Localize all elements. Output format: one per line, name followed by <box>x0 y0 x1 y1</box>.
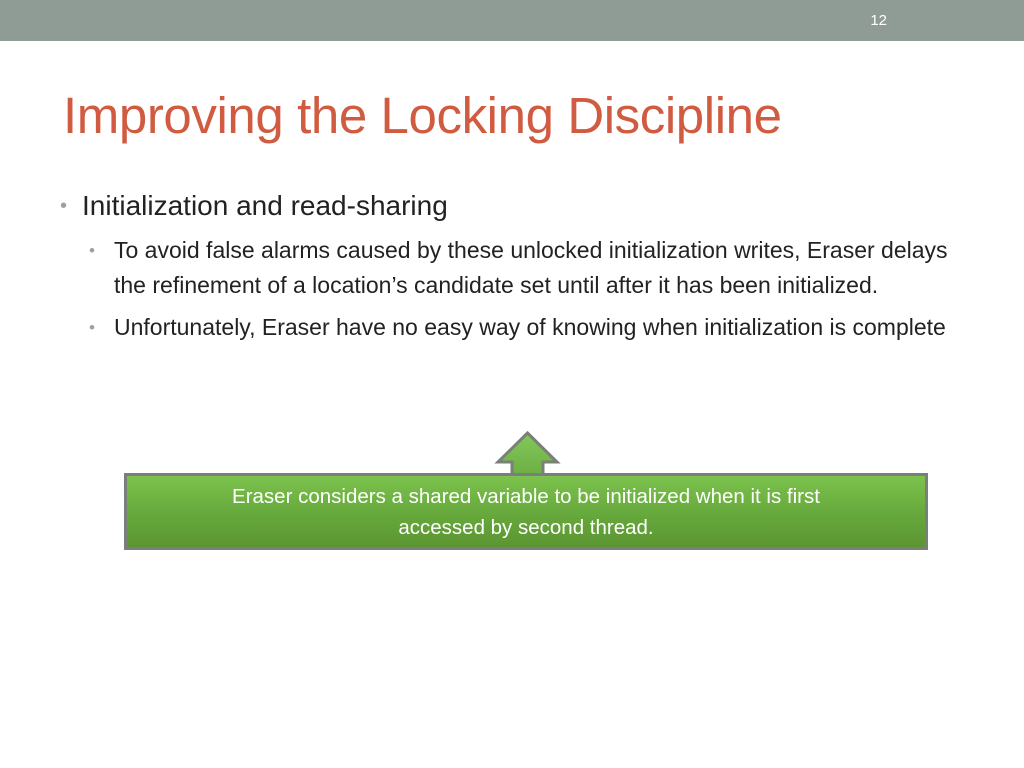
callout-box <box>124 473 928 550</box>
main-bullet-text: Initialization and read-sharing <box>82 190 448 221</box>
bullet-icon: • <box>89 318 95 337</box>
bullet-icon: • <box>60 195 68 217</box>
slide-content <box>58 188 968 352</box>
bullet-icon: • <box>89 241 95 260</box>
sub-bullet-text: Unfortunately, Eraser have no easy way of knowing when initialization is complete <box>114 314 946 340</box>
sub-bullet <box>89 233 968 303</box>
sub-bullet-text: To avoid false alarms caused by these unlocked initialization writes, Eraser delays the refinement of a location’s candidate set until after it has been initialized. <box>114 237 948 298</box>
sub-bullet-list <box>58 233 968 345</box>
slide-title: Improving the Locking Discipline <box>63 87 782 144</box>
up-arrow-icon <box>495 431 560 476</box>
slide-number: 12 <box>870 12 887 29</box>
main-bullet <box>58 188 968 224</box>
sub-bullet <box>89 310 968 345</box>
callout-text: Eraser considers a shared variable to be initialized when it is first accessed by second thread. <box>232 484 820 539</box>
top-bar <box>0 0 1024 41</box>
